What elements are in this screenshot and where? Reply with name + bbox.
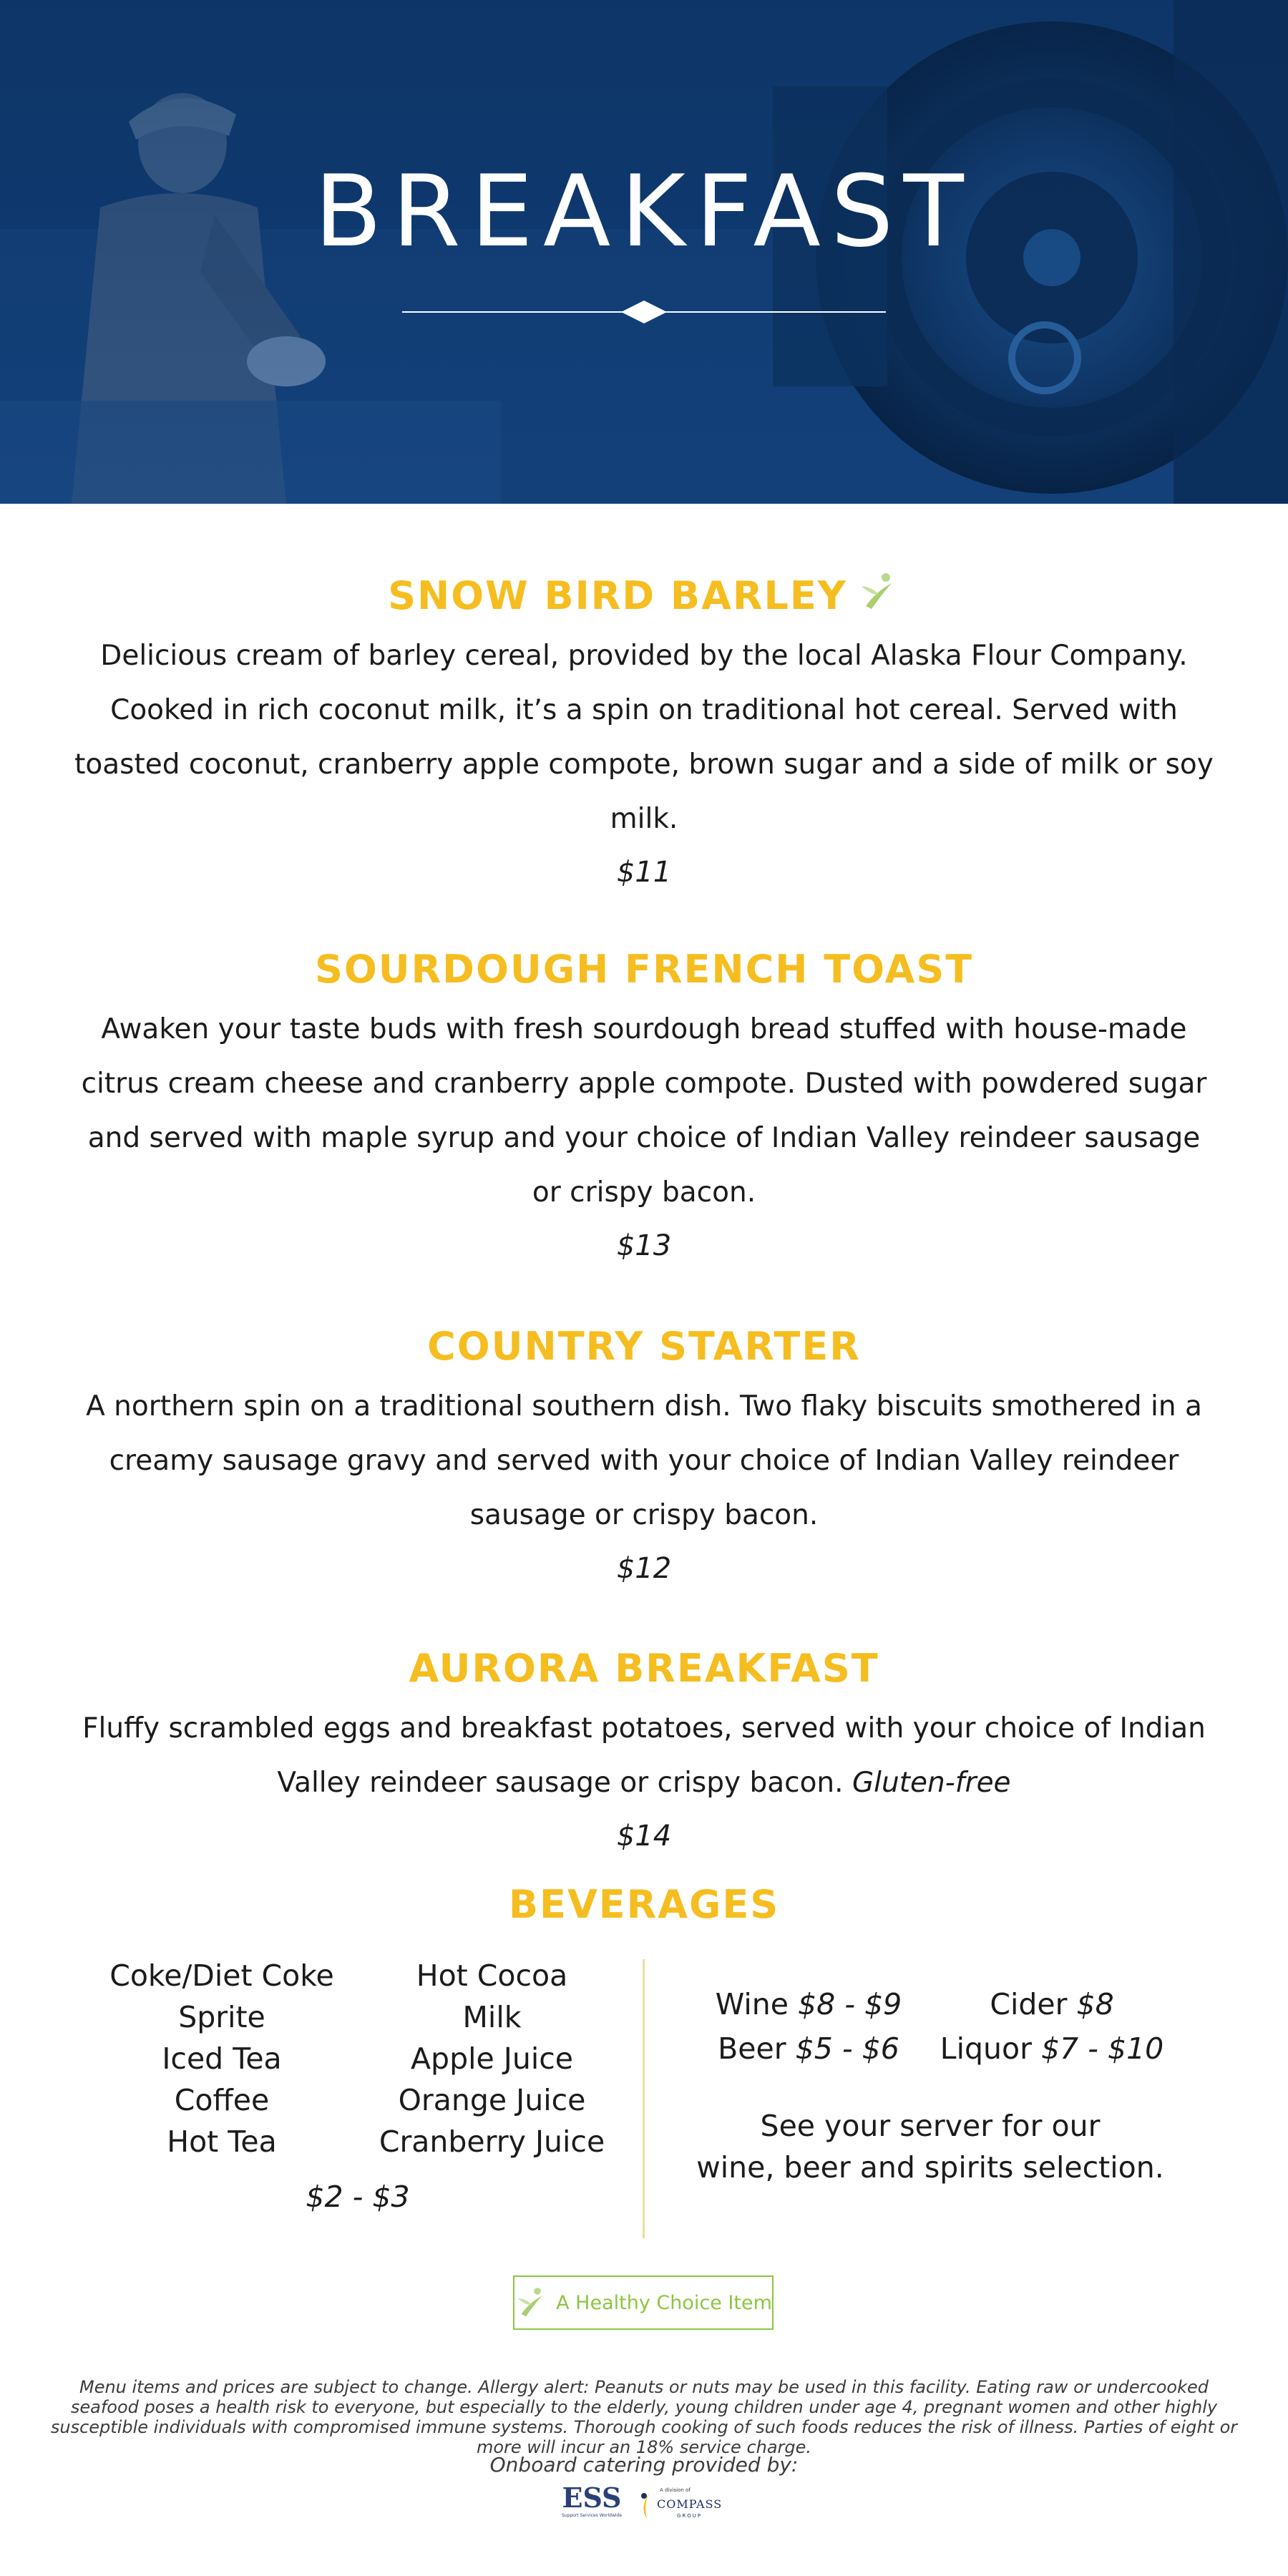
menu-item-snow-bird-barley — [72, 570, 1216, 894]
item-description: Fluffy scrambled eggs and breakfast potatoes, served with your choice of Indian Valley reindeer sausage or crispy bacon. — [82, 1712, 1206, 1799]
item-price: $12 — [616, 1552, 672, 1585]
beverage-item: Coke/Diet Coke — [109, 1958, 334, 1993]
soft-drinks-price: $2 - $3 — [306, 2180, 410, 2214]
item-description: Delicious cream of barley cereal, provided by the local Alaska Flour Company. Cooked in rich coconut milk, it’s a spin on traditional hot cereal. Served with toasted coconut, cranberry apple compote, brown sugar and a side of milk or soy milk. — [74, 640, 1214, 835]
beverage-item: Sprite — [178, 2000, 265, 2034]
ess-logo: ESS Support Services Worldwide — [561, 2482, 623, 2518]
soft-drinks-column-1 — [93, 1955, 351, 2162]
cider-price-row — [930, 1982, 1174, 2026]
beverage-item: Hot Cocoa — [416, 1958, 568, 1993]
server-note-line-2: wine, beer and spirits selection. — [696, 2150, 1164, 2185]
hero-banner — [0, 0, 1288, 504]
server-note-line-1: See your server for our — [760, 2109, 1101, 2143]
cider-price: $8 — [1076, 1987, 1114, 2021]
wine-label: Wine — [715, 1987, 789, 2021]
item-title: AURORA BREAKFAST — [409, 1646, 879, 1691]
liquor-label: Liquor — [940, 2031, 1032, 2066]
item-title: SNOW BIRD BARLEY — [388, 573, 847, 618]
liquor-price-row — [930, 2026, 1174, 2071]
menu-item-country-starter — [72, 1324, 1216, 1590]
item-price: $14 — [616, 1820, 672, 1853]
compass-group-logo: A division of COMPASS GROUP — [637, 2483, 737, 2526]
gluten-free-note: Gluten-free — [852, 1767, 1011, 1799]
item-price: $13 — [616, 1229, 672, 1262]
allergy-disclaimer: Menu items and prices are subject to change. Allergy alert: Peanuts or nuts may be used in this facility. Eating raw or undercooked seafood poses a health risk to everyone, but especially to the elderly, young children under age 4, pregnant women and other highly susceptible individuals with compromised immune systems. Thorough cooking of such foods reduces the risk of illness. Parties of eight or more will incur an 18% service charge. — [50, 2377, 1238, 2457]
beverages-divider — [643, 1959, 645, 2238]
menu-item-sourdough-french-toast — [72, 947, 1216, 1267]
beverage-item: Cranberry Juice — [379, 2124, 605, 2159]
leaf-person-icon — [514, 2285, 549, 2320]
page-title: BREAKFAST — [314, 154, 974, 269]
menu-item-aurora-breakfast — [72, 1646, 1216, 1858]
cider-label: Cider — [990, 1987, 1068, 2021]
wine-price: $8 - $9 — [798, 1987, 902, 2021]
soft-drinks-column-2 — [365, 1955, 619, 2162]
item-title: SOURDOUGH FRENCH TOAST — [314, 947, 974, 992]
beverage-item: Orange Juice — [398, 2083, 586, 2117]
healthy-choice-icon — [857, 570, 900, 613]
healthy-choice-legend — [513, 2275, 774, 2330]
beverage-item: Iced Tea — [162, 2041, 282, 2076]
title-divider-diamond — [402, 299, 886, 325]
item-description: Awaken your taste buds with fresh sourdough bread stuffed with house-made citrus cream cheese and cranberry apple compote. Dusted with powdered sugar and served with maple syrup and your choice of Indian Valley reindeer sausage or crispy bacon. — [81, 1013, 1207, 1209]
catering-credit: Onboard catering provided by: — [489, 2453, 799, 2477]
beer-label: Beer — [718, 2031, 786, 2066]
item-description: A northern spin on a traditional southern dish. Two flaky biscuits smothered in a creamy sausage gravy and served with your choice of Indian Valley reindeer sausage or crispy bacon. — [86, 1390, 1202, 1531]
beverages-title: BEVERAGES — [508, 1882, 780, 1927]
server-note — [687, 2105, 1174, 2188]
wine-price-row — [687, 1982, 930, 2026]
beverage-item: Milk — [462, 2000, 522, 2034]
item-title: COUNTRY STARTER — [427, 1324, 861, 1369]
compass-swoosh-icon — [637, 2486, 658, 2522]
liquor-price: $7 - $10 — [1040, 2031, 1164, 2066]
beverage-item: Apple Juice — [411, 2041, 573, 2076]
healthy-choice-label: A Healthy Choice Item — [556, 2291, 772, 2314]
beverage-item: Hot Tea — [167, 2124, 277, 2159]
beverage-item: Coffee — [174, 2083, 270, 2117]
item-price: $11 — [616, 856, 672, 889]
beer-price: $5 - $6 — [795, 2031, 899, 2066]
beer-price-row — [687, 2026, 930, 2071]
